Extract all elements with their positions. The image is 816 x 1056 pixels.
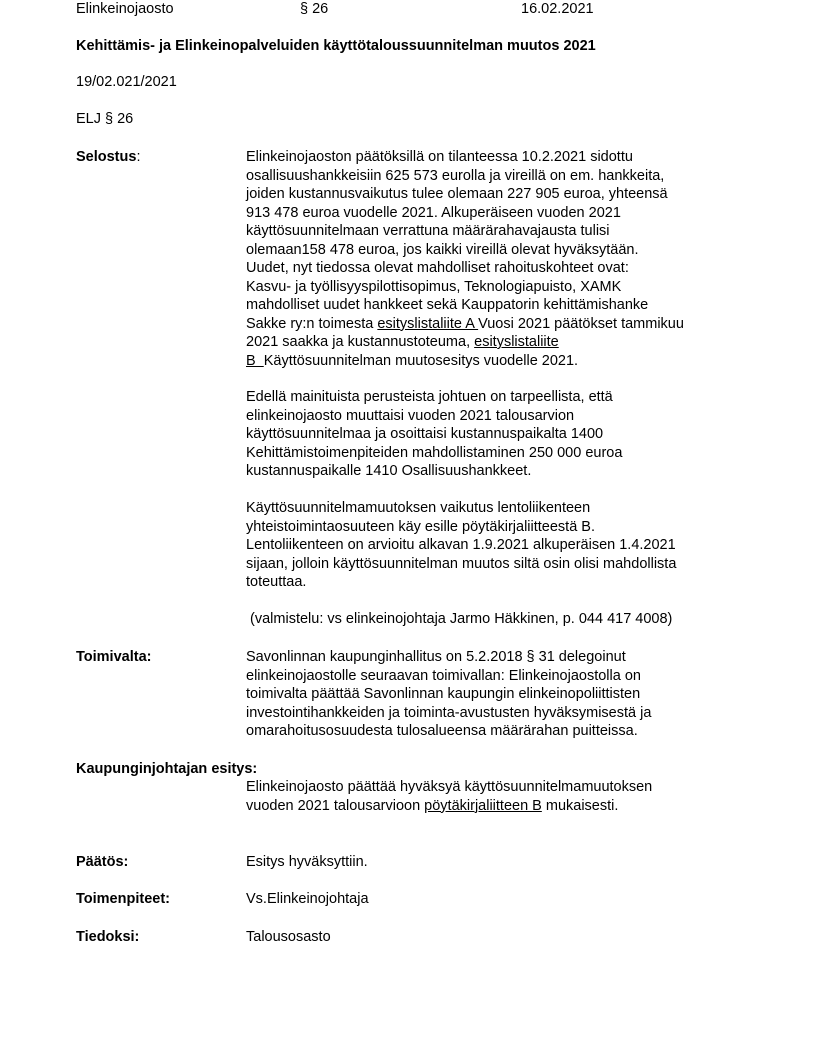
- preparer-note: (valmistelu: vs elinkeinojohtaja Jarmo Häkkinen, p. 044 417 4008): [246, 611, 673, 627]
- toimenpiteet-label: Toimenpiteet:: [76, 891, 170, 907]
- text-line: käyttösuunnitelmaan verrattuna määrärahavajausta tulisi: [246, 223, 610, 239]
- paatos-label: Päätös:: [76, 854, 129, 870]
- diary-number: 19/02.021/2021: [76, 74, 177, 90]
- protocol-attachment-b-link[interactable]: pöytäkirjaliitteen B: [424, 797, 542, 814]
- selostus-label: Selostus:: [76, 149, 141, 165]
- attachment-b-link-continued[interactable]: B: [246, 352, 264, 369]
- text-line: investointihankkeiden ja toiminta-avustusten hyväksymisestä ja: [246, 704, 652, 721]
- text-line: Käyttösuunnitelmamuutoksen vaikutus lentoliikenteen: [246, 500, 591, 516]
- text-line: Elinkeinojaoston päätöksillä on tilanteessa 10.2.2021 sidottu: [246, 149, 633, 165]
- text-line: yhteistoimintaosuuteen käy esille pöytäkirjaliitteestä B.: [246, 518, 595, 535]
- text-line: elinkeinojaosto muuttaisi vuoden 2021 talousarvion: [246, 407, 575, 424]
- esitys-line-1: Elinkeinojaosto päättää hyväksyä käyttösuunnitelmamuutoksen: [246, 779, 653, 795]
- header-date: 16.02.2021: [521, 1, 594, 17]
- text-line: Kasvu- ja työllisyyspilottisopimus, Teknologiapuisto, XAMK: [246, 278, 622, 295]
- header-org: Elinkeinojaosto: [76, 1, 174, 17]
- text-line: Kehittämistoimenpiteiden mahdollistaminen 250 000 euroa: [246, 444, 623, 461]
- text-line: toimivalta päättää Savonlinnan kaupungin elinkeinopoliittisten: [246, 686, 641, 702]
- attachment-b-link[interactable]: esityslistaliite: [474, 334, 559, 350]
- text-line: mahdolliset uudet hankkeet sekä Kauppatorin kehittämishanke: [246, 297, 649, 313]
- tiedoksi-value: Talousosasto: [246, 929, 331, 945]
- text-line: joiden kustannusvaikutus tulee olemaan 227 905 euroa, yhteensä: [246, 186, 668, 202]
- text-line: 913 478 euroa vuodelle 2021. Alkuperäiseen vuoden 2021: [246, 204, 621, 221]
- toimenpiteet-value: Vs.Elinkeinojohtaja: [246, 891, 369, 907]
- section-reference: ELJ § 26: [76, 111, 134, 127]
- text-line: Uudet, nyt tiedossa olevat mahdolliset rahoituskohteet ovat:: [246, 260, 629, 276]
- text-line: osallisuushankkeisiin 625 573 eurolla ja vireillä on em. hankkeita,: [246, 167, 665, 184]
- text-line: kustannuspaikalle 1410 Osallisuushankkeet.: [246, 463, 532, 479]
- text-line: Savonlinnan kaupunginhallitus on 5.2.2018 § 31 delegoinut: [246, 649, 626, 665]
- text-line: omarahoitusosuudesta tulosalueensa määrärahan puitteissa.: [246, 723, 638, 739]
- attachment-a-link[interactable]: esityslistaliite A: [377, 315, 479, 332]
- esitys-label: Kaupunginjohtajan esitys:: [76, 761, 258, 777]
- text-line: sijaan, jolloin käyttösuunnitelman muutos siltä osin olisi mahdollista: [246, 555, 677, 572]
- text-line: B Käyttösuunnitelman muutosesitys vuodelle 2021.: [246, 352, 579, 369]
- text-line: Sakke ry:n toimesta esityslistaliite A Vuosi 2021 päätökset tammikuu: [246, 315, 684, 332]
- text-line: käyttösuunnitelmaa ja osoittaisi kustannuspaikalta 1400: [246, 426, 604, 442]
- document-title: Kehittämis- ja Elinkeinopalveluiden käyttötaloussuunnitelman muutos 2021: [76, 38, 596, 54]
- paatos-value: Esitys hyväksyttiin.: [246, 854, 368, 870]
- text-line: elinkeinojaostolle seuraavan toimivallan: Elinkeinojaostolla on: [246, 667, 641, 684]
- tiedoksi-label: Tiedoksi:: [76, 929, 140, 945]
- text-line: olemaan158 478 euroa, jos kaikki vireillä olevat hyväksytään.: [246, 241, 639, 258]
- esitys-line-2: vuoden 2021 talousarvioon pöytäkirjaliitteen B mukaisesti.: [246, 797, 619, 814]
- header-section: § 26: [300, 1, 329, 17]
- text-line: Edellä mainituista perusteista johtuen on tarpeellista, että: [246, 389, 613, 405]
- toimivalta-label: Toimivalta:: [76, 649, 152, 665]
- text-line: 2021 saakka ja kustannustoteuma, esityslistaliite: [246, 334, 559, 350]
- text-line: toteuttaa.: [246, 574, 307, 590]
- text-line: Lentoliikenteen on arvioitu alkavan 1.9.2021 alkuperäisen 1.4.2021: [246, 537, 676, 553]
